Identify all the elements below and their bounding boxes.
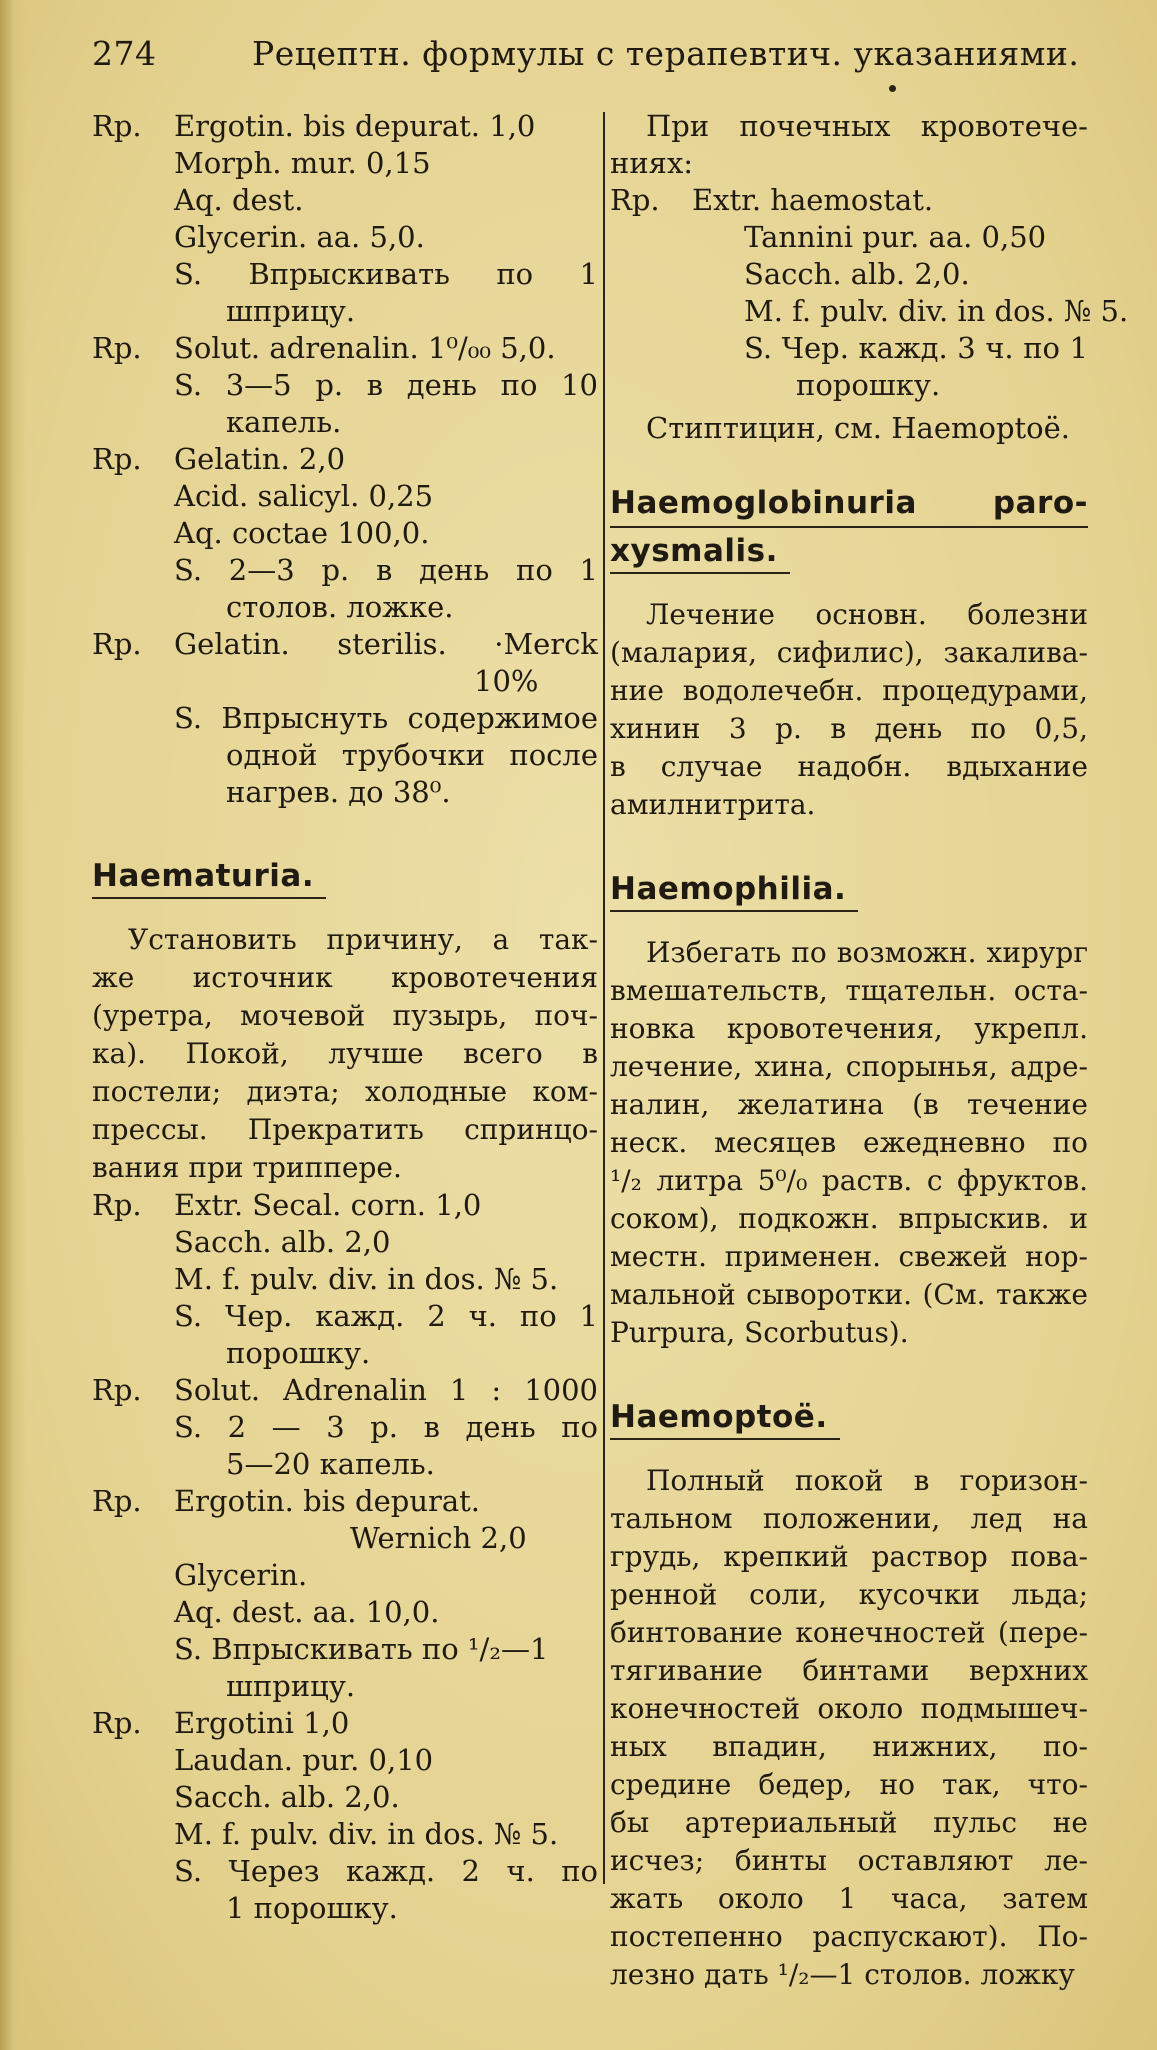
rx-signa: шприцу. [226, 1669, 356, 1703]
rx-signa: столов. ложке. [226, 590, 454, 624]
haemophilia-text [610, 934, 1088, 1352]
rx-line: Gelatin. 2,0 [174, 442, 346, 476]
rx-line: Glycerin. aa. 5,0. [174, 220, 425, 254]
rx-signa: S. Чер. кажд. 3 ч. по 1 [744, 331, 1088, 365]
rx-signa: S. 2 — 3 р. в день по [174, 1410, 598, 1444]
section-heading-haemophilia: Haemophilia. [610, 866, 1088, 912]
running-title: Рецептн. формулы с терапевтич. указаниями. [252, 34, 1080, 73]
rx-line: M. f. pulv. div. in dos. № 5. [174, 1262, 559, 1296]
rx-signa: S. Впрыскивать по ¹/₂—1 [174, 1632, 549, 1666]
text-line: Стиптицин, см. Haemoptoë. [646, 411, 1070, 445]
rx-line: Solut. Adrenalin 1 : 1000 [174, 1373, 598, 1407]
rp-label: Rp. [610, 183, 660, 217]
text-line: местн. применен. свежей нор- [610, 1240, 1088, 1273]
rp-label: Rp. [92, 1373, 142, 1407]
rp-label: Rp. [92, 627, 142, 661]
text-line: прессы. Прекратить спринцо- [92, 1113, 598, 1146]
rx-line: Ergotin. bis depurat. [174, 1484, 481, 1518]
text-line: налин, желатина (в течение [610, 1088, 1088, 1121]
text-line: лезно дать ¹/₂—1 столов. ложку [610, 1958, 1075, 1991]
text-line: тягивание бинтами верхних [610, 1654, 1088, 1687]
prescription-4 [92, 626, 598, 811]
rx-line: Extr. Secal. corn. 1,0 [174, 1188, 482, 1222]
right-column [610, 108, 1129, 1994]
prescription-2 [92, 330, 598, 441]
text-line: же источник кровотечения [92, 961, 598, 994]
text-line: соком), подкожн. впрыскив. и [610, 1202, 1088, 1235]
text-line: (уретра, мочевой пузырь, поч- [92, 999, 598, 1032]
prescription-6 [92, 1372, 598, 1483]
rp-label: Rp. [92, 109, 142, 143]
rp-label: Rp. [92, 331, 142, 365]
rx-line: Aq. dest. aa. 10,0. [174, 1595, 440, 1629]
prescription-5 [92, 1187, 598, 1372]
text-line: амилнитрита. [610, 788, 816, 821]
text-line: исчез; бинты оставляют ле- [610, 1844, 1088, 1877]
rx-line: Ergotin. bis depurat. 1,0 [174, 109, 536, 143]
text-line: бы артериальный пульс не [610, 1806, 1088, 1839]
text-line: тальном положении, лед на [610, 1502, 1088, 1535]
page-spine-shadow [0, 0, 26, 2050]
text-line: Лечение основн. болезни [646, 598, 1088, 631]
rx-signa: порошку. [796, 368, 941, 402]
text-line: бинтование конечностей (пере- [610, 1616, 1088, 1649]
text-line: постели; диэта; холодные ком- [92, 1075, 598, 1108]
rx-line: Aq. dest. [174, 183, 304, 217]
text-line: ных впадин, нижних, по- [610, 1730, 1088, 1763]
text-line: мальной сыворотки. (См. также [610, 1278, 1088, 1311]
text-line: Установить причину, а так- [128, 923, 598, 956]
rx-line: 10% [474, 664, 539, 698]
rx-line: Sacch. alb. 2,0 [174, 1225, 391, 1259]
text-line: ка). Покой, лучше всего в [92, 1037, 598, 1070]
prescription-7 [92, 1483, 598, 1705]
text-line: ние водолечебн. процедурами, [610, 674, 1088, 707]
rx-signa: S. 3—5 р. в день по 10 [174, 368, 598, 402]
text-line: ренной соли, кусочки льда; [610, 1578, 1088, 1611]
prescription-8 [92, 1705, 598, 1927]
prescription-1 [92, 108, 598, 330]
text-line: средине бедер, но так, что- [610, 1768, 1088, 1801]
text-line: в случае надобн. вдыхание [610, 750, 1088, 783]
rx-line: Glycerin. [174, 1558, 308, 1592]
rx-line: Ergotini 1,0 [174, 1706, 350, 1740]
text-line: постепенно распускают). По- [610, 1920, 1088, 1953]
haematuria-text [92, 921, 598, 1187]
print-speck [889, 85, 896, 92]
prescription-9 [610, 182, 1129, 404]
rx-line: M. f. pulv. div. in dos. № 5. [744, 294, 1129, 328]
left-column [92, 108, 598, 1927]
rx-signa: нагрев. до 38⁰. [226, 775, 451, 809]
rx-signa: S. Впрыскивать по 1 [174, 257, 598, 291]
text-line: При почечных кровотече- [646, 109, 1088, 143]
text-line: ниях: [610, 146, 694, 180]
rx-line: Aq. coctae 100,0. [174, 516, 430, 550]
rx-line: Extr. haemostat. [692, 183, 934, 217]
rp-label: Rp. [92, 1706, 142, 1740]
rx-signa: S. 2—3 р. в день по 1 [174, 553, 598, 587]
text-line: ¹/₂ литра 5⁰/₀ раств. с фруктов. [610, 1164, 1088, 1197]
text-line: (малария, сифилис), закалива- [610, 636, 1088, 669]
rx-signa: шприцу. [226, 294, 356, 328]
renal-bleeding-intro [610, 108, 1088, 182]
rx-line: Solut. adrenalin. 1⁰/₀₀ 5,0. [174, 331, 556, 365]
rx-line: Gelatin. sterilis. ·Merck [174, 627, 598, 661]
rx-line: Laudan. pur. 0,10 [174, 1743, 434, 1777]
text-line: жать около 1 часа, затем [610, 1882, 1088, 1915]
rx-signa: капель. [226, 405, 342, 439]
rx-line: Acid. salicyl. 0,25 [174, 479, 434, 513]
rx-signa: одной трубочки после [226, 738, 598, 772]
rx-line: Sacch. alb. 2,0. [174, 1780, 400, 1814]
prescription-3 [92, 441, 598, 626]
rx-line: Wernich 2,0 [350, 1521, 527, 1555]
styptic-note [610, 404, 1088, 452]
text-line: конечностей около подмышеч- [610, 1692, 1088, 1725]
page-number: 274 [92, 34, 157, 73]
rx-signa: S. Впрыснуть содержимое [174, 701, 598, 735]
text-line: неск. месяцев ежедневно по [610, 1126, 1088, 1159]
haemoptoe-text [610, 1462, 1088, 1994]
column-divider [603, 112, 605, 1884]
rx-signa: S. Через кажд. 2 ч. по [174, 1854, 598, 1888]
section-heading-haemoglobinuria-cont: xysmalis. [610, 528, 1088, 574]
rx-signa: порошку. [226, 1336, 371, 1370]
rx-line: M. f. pulv. div. in dos. № 5. [174, 1817, 559, 1851]
text-line: вмешательств, тщательн. оста- [610, 974, 1088, 1007]
section-heading-haemoglobinuria: Haemoglobinuria paro- [610, 485, 1088, 521]
rx-line: Sacch. alb. 2,0. [744, 257, 970, 291]
section-heading-haemoptoe: Haemoptoë. [610, 1394, 1088, 1440]
rx-line: Tannini pur. aa. 0,50 [744, 220, 1047, 254]
rp-label: Rp. [92, 442, 142, 476]
text-line: Purpura, Scorbutus). [610, 1316, 909, 1349]
text-line: грудь, крепкий раствор пова- [610, 1540, 1088, 1573]
rp-label: Rp. [92, 1484, 142, 1518]
rx-signa: 1 порошку. [226, 1891, 398, 1925]
rx-line: Morph. mur. 0,15 [174, 146, 431, 180]
text-line: вания при триппере. [92, 1151, 402, 1184]
text-line: новка кровотечения, укрепл. [610, 1012, 1088, 1045]
haemoglobinuria-text [610, 596, 1088, 824]
rx-signa: S. Чер. кажд. 2 ч. по 1 [174, 1299, 598, 1333]
text-line: Избегать по возможн. хирург [646, 936, 1088, 969]
rx-signa: 5—20 капель. [226, 1447, 435, 1481]
section-heading-haematuria: Haematuria. [92, 853, 598, 899]
text-line: Полный покой в горизон- [646, 1464, 1088, 1497]
page-header [92, 30, 1092, 80]
text-line: лечение, хина, спорынья, адре- [610, 1050, 1088, 1083]
rp-label: Rp. [92, 1188, 142, 1222]
text-line: хинин 3 р. в день по 0,5, [610, 712, 1088, 745]
